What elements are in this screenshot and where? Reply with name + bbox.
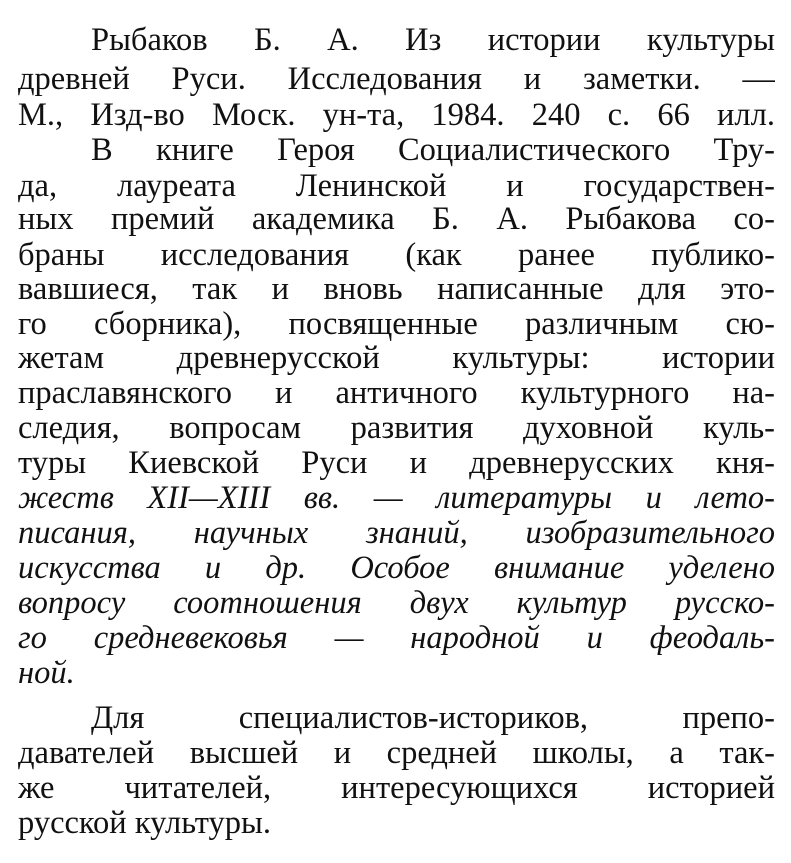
annotation-line-11: жеств XII—XIII вв. — литературы и лето- [18,480,775,516]
annotation-line-16: ной. [18,655,75,691]
annotation-line-8: праславянского и античного культурного на- [18,375,775,411]
bibliography-line-2: древней Руси. Исследования и заметки. — [18,61,775,97]
audience-line-3: же читателей, интересующихся историей [18,770,775,806]
audience-line-4: русской культуры. [18,805,272,841]
annotation-line-2: да, лауреата Ленинской и государствен- [18,168,775,204]
bibliography-line-3: М., Изд-во Моск. ун-та, 1984. 240 с. 66 илл. [18,97,775,133]
annotation-line-6: го сборника), посвященные различным сю- [18,306,775,342]
bibliography-line-1: Рыбаков Б. А. Из истории культуры [91,22,775,58]
annotation-line-12: писания, научных знаний, изобразительного [18,515,775,551]
annotation-line-7: жетам древнерусской культуры: истории [18,340,775,376]
annotation-line-13: искусства и др. Особое внимание уделено [18,550,775,586]
annotation-line-14: вопросу соотношения двух культур русско- [18,585,775,621]
annotation-line-3: ных премий академика Б. А. Рыбакова со- [18,201,775,237]
annotation-line-9: следия, вопросам развития духовной куль- [18,410,775,446]
annotation-line-10: туры Киевской Руси и древнерусских кня- [18,445,775,481]
audience-line-2: давателей высшей и средней школы, а так- [18,735,775,771]
annotation-line-15: го средневековья — народной и феодаль- [18,620,775,656]
annotation-line-4: браны исследования (как ранее публико- [18,237,775,273]
audience-line-1: Для специалистов-историков, препо- [91,700,775,736]
annotation-line-1: В книге Героя Социалистического Тру- [91,132,775,168]
annotation-line-5: вавшиеся, так и вновь написанные для это- [18,271,775,307]
